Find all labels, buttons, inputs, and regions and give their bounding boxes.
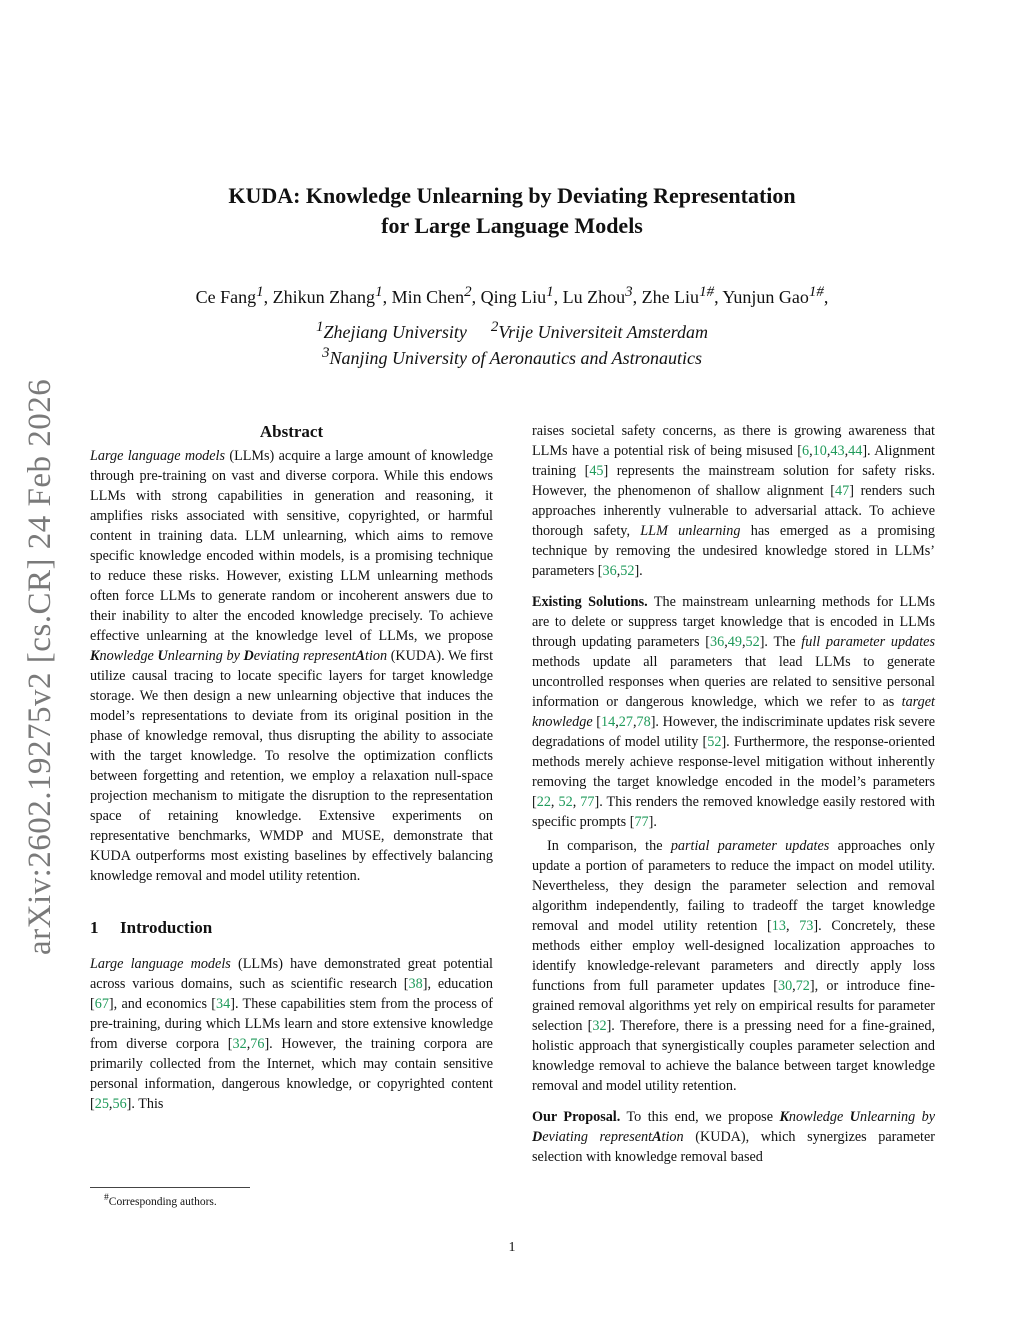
right-column <box>532 421 935 1167</box>
intro-paragraph: Large language models (LLMs) have demonstrated great potential across various domains, such as scientific research [38], education [67], and economics [34]. These capabilities stem from the process of pre-training, during which LLMs learn and store extensive knowledge from diverse corpora [32,76]. However, the training corpora are primarily collected from the Internet, which may contain sensitive personal information, dangerous knowledge, or copyrighted content [25,56]. This <box>90 956 493 1112</box>
section-heading-introduction <box>90 917 493 939</box>
citation-link[interactable]: 32 <box>232 1036 247 1052</box>
author-name: Zhikun Zhang <box>272 287 376 307</box>
paragraph-existing-solutions: Existing Solutions. The mainstream unlearning methods for LLMs are to delete or suppress target knowledge that is encoded in LLMs through updating parameters [36,49,52]. The full parameter updates methods update all parameters that lead LLMs to generate uncontrolled responses when queries are related to sensitive personal information or dangerous knowledge, which we refer to as target knowledge [14,27,78]. However, the indiscriminate updates risk severe degradations of model utility [52]. Furthermore, the response-oriented methods merely achieve response-level mitigation without inherently removing the target knowledge encoded in the model’s parameters [22, 52, 77]. This renders the removed knowledge easily restored with specific prompts [77]. <box>532 594 936 830</box>
author-separator: , <box>263 287 273 307</box>
citation-link[interactable]: 10 <box>812 443 827 459</box>
affiliation-mark: 1 <box>546 284 554 300</box>
citation-link[interactable]: 52 <box>558 794 573 810</box>
left-column <box>90 421 493 1114</box>
title-line-2: for Large Language Models <box>381 213 643 238</box>
section-number: 1 <box>90 918 99 937</box>
affiliation-zhejiang: $^1$Zhejiang University <box>315 319 467 342</box>
footnote-text: Corresponding authors. <box>108 1195 217 1208</box>
author-separator: , <box>553 287 563 307</box>
citation-link[interactable]: 22 <box>536 794 551 810</box>
citation-link[interactable]: 43 <box>830 443 845 459</box>
citation-link[interactable]: 52 <box>620 563 635 579</box>
title-line-1: KUDA: Knowledge Unlearning by Deviating Representation <box>228 183 796 208</box>
author-separator: , <box>714 287 723 307</box>
affiliations-line-2 <box>112 345 912 369</box>
author-separator: , <box>382 287 392 307</box>
affiliation-mark: 1# <box>808 284 824 300</box>
arxiv-stamp <box>14 370 62 955</box>
citation-link[interactable]: 52 <box>707 734 722 750</box>
footnote-rule <box>90 1187 250 1188</box>
page-number: 1 <box>508 1240 516 1255</box>
citation-link[interactable]: 14 <box>601 714 616 730</box>
citation-link[interactable]: 45 <box>589 463 604 479</box>
citation-link[interactable]: 34 <box>216 996 231 1012</box>
citation-link[interactable]: 36 <box>710 634 725 650</box>
citation-link[interactable]: 27 <box>618 714 633 730</box>
affiliations-line-1 <box>112 319 912 343</box>
paper-title <box>112 181 912 241</box>
affiliation-vrije: $^2$Vrije Universiteit Amsterdam <box>490 319 709 342</box>
citation-link[interactable]: 49 <box>727 634 742 650</box>
author-name: Lu Zhou <box>562 287 626 307</box>
citation-link[interactable]: 72 <box>795 978 810 994</box>
citation-link[interactable]: 36 <box>602 563 617 579</box>
citation-link[interactable]: 77 <box>634 814 649 830</box>
run-in-heading: Existing Solutions. <box>532 594 648 610</box>
author-name: Min Chen <box>391 287 465 307</box>
author-separator: , <box>632 287 642 307</box>
abstract-heading: Abstract <box>259 422 324 441</box>
citation-link[interactable]: 56 <box>112 1096 127 1112</box>
author-name: Zhe Liu <box>641 287 700 307</box>
citation-link[interactable]: 44 <box>848 443 863 459</box>
affiliation-mark: 1# <box>699 284 715 300</box>
paragraph-safety-concerns: raises societal safety concerns, as there is growing awareness that LLMs have a potential risk of being misused [6,10,43,44]. Alignment training [45] represents the mainstream solution for safety risks. However, the phenomenon of shallow alignment [47] renders such approaches inherently vulnerable to adversarial attack. To achieve thorough safety, LLM unlearning has emerged as a promising technique by removing the undesired knowledge stored in LLMs’ parameters [36,52]. <box>532 423 935 579</box>
affiliation-mark: 3 <box>625 284 633 300</box>
citation-link[interactable]: 32 <box>592 1018 607 1034</box>
paragraph-our-proposal: Our Proposal. To this end, we propose Knowledge Unlearning by Deviating representAtion (KUDA), which synergizes parameter selection with knowledge removal based <box>532 1109 936 1165</box>
author-name: Yunjun Gao <box>722 287 809 307</box>
citation-link[interactable]: 30 <box>777 978 793 994</box>
author-name: Qing Liu <box>480 287 547 307</box>
footnote <box>104 1192 217 1208</box>
affiliation-nanjing: $^3$Nanjing University of Aeronautics and Astronautics <box>322 345 702 368</box>
author-list <box>112 284 912 308</box>
section-title: Introduction <box>120 918 213 937</box>
citation-link[interactable]: 6 <box>802 443 810 459</box>
citation-link[interactable]: 52 <box>745 634 760 650</box>
citation-link[interactable]: 47 <box>835 483 850 499</box>
citation-link[interactable]: 78 <box>636 714 651 730</box>
abstract-text: Large language models (LLMs) acquire a large amount of knowledge through pre-training on vast and diverse corpora. While this endows LLMs with strong capabilities in generation and reasoning, it amplifies risks associated with sensitive, copyrighted, or harmful content in training data. LLM unlearning, which aims to remove specific knowledge encoded within models, is a promising technique to reduce these risks. However, existing LLM unlearning methods often force LLMs to generate random or incoherent answers due to their inability to alter the encoded knowledge precisely. To achieve effective unlearning at the knowledge level of LLMs, we propose Knowledge Unlearning by Deviating representAtion (KUDA). We first utilize causal tracing to locate specific layers for target knowledge storage. We then design a new unlearning objective that induces the model’s representations to deviate from its original position in the phase of knowledge removal, thus disrupting the ability to associate with the target knowledge. To resolve the optimization conflicts between forgetting and retention, we employ a relaxation null-space projection mechanism to mitigate the disruption to the representation space of retaining knowledge. Extensive experiments on representative benchmarks, WMDP and MUSE, demonstrate that KUDA outperforms most existing baselines by effectively balancing knowledge removal and model utility retention. <box>90 448 494 884</box>
author-separator: , <box>471 287 481 307</box>
affiliation-mark: 2 <box>464 284 472 300</box>
citation-link[interactable]: 25 <box>94 1096 109 1112</box>
arxiv-identifier: arXiv:2602.19275v2 [cs.CR] 24 Feb 2026 <box>22 378 58 955</box>
author-name: Ce Fang <box>195 287 257 307</box>
affiliation-mark: 1 <box>375 284 383 300</box>
citation-link[interactable]: 67 <box>94 996 109 1012</box>
author-separator: , <box>823 287 829 307</box>
citation-link[interactable]: 13 <box>771 918 786 934</box>
citation-link[interactable]: 73 <box>799 918 814 934</box>
affiliation-mark: 1 <box>256 284 264 300</box>
paragraph-partial-updates: In comparison, the partial parameter updates approaches only update a portion of parameters to reduce the impact on model utility. Nevertheless, they design the parameter selection and removal algorithm independently, failing to tradeoff the target knowledge removal and model utility retention [13, 73]. Concretely, these methods either employ well-designed localization approaches to identify knowledge-relevant parameters and directly apply loss functions from full parameter updates [30,72], or introduce fine-grained removal algorithms yet rely on empirical results for parameter selection [32]. Therefore, there is a pressing need for a fine-grained, holistic approach that synergistically couples parameter selection and knowledge removal to achieve the balance between target knowledge removal and model utility retention. <box>532 838 936 1094</box>
footnote-mark: # <box>104 1192 109 1203</box>
citation-link[interactable]: 77 <box>580 794 595 810</box>
run-in-heading: Our Proposal. <box>532 1109 621 1125</box>
citation-link[interactable]: 76 <box>250 1036 265 1052</box>
citation-link[interactable]: 38 <box>408 976 423 992</box>
